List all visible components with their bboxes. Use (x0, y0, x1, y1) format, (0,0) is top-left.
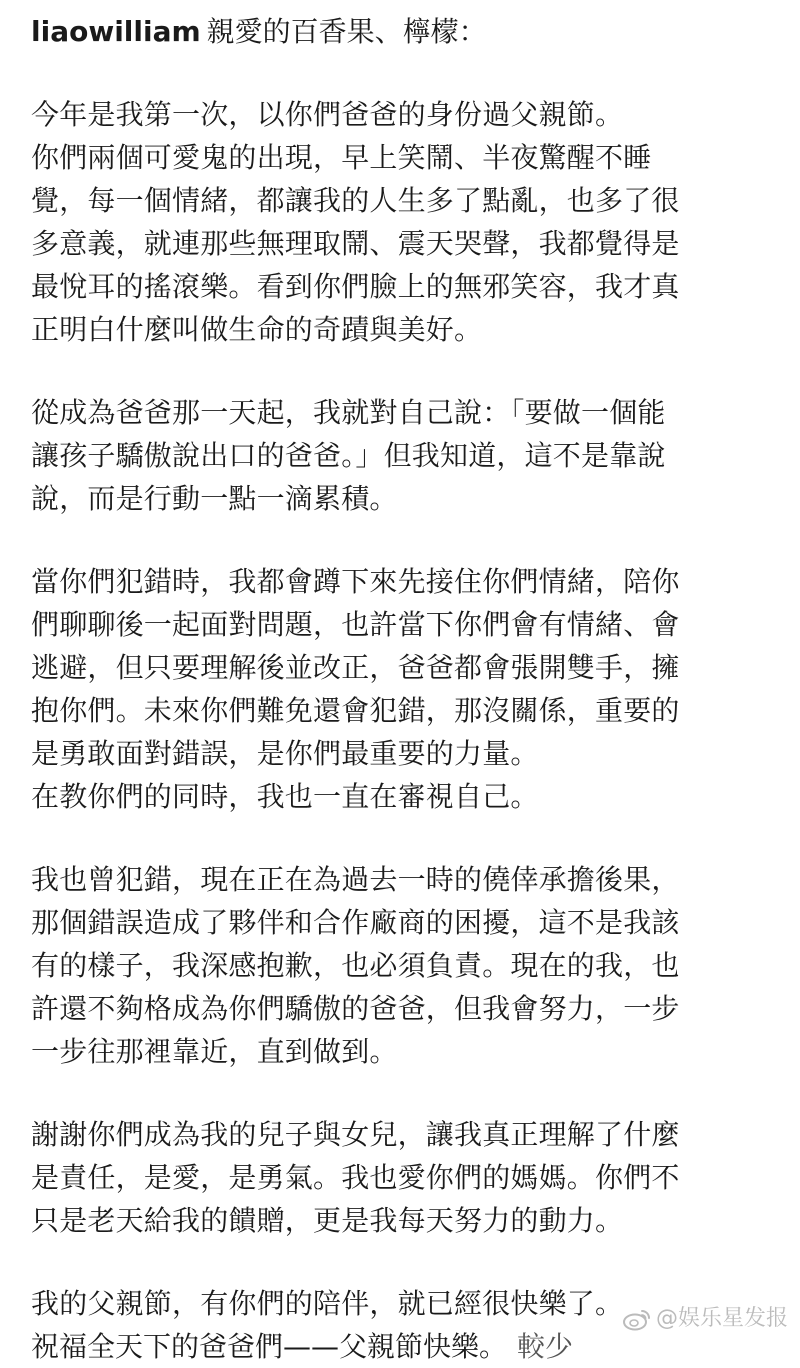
text-line: 們聊聊後一起面對問題，也許當下你們會有情緒、會 (31, 608, 680, 641)
text-line: 只是老天給我的饋贈，更是我每天努力的動力。 (31, 1204, 624, 1237)
weibo-logo-icon (622, 1307, 652, 1331)
paragraph-2 (31, 391, 772, 520)
text-line: 許還不夠格成為你們驕傲的爸爸，但我會努力，一步 (31, 992, 680, 1025)
text-line: 你們兩個可愛鬼的出現，早上笑鬧、半夜驚醒不睡 (31, 141, 652, 174)
watermark (622, 1304, 788, 1334)
paragraph-5 (31, 1113, 772, 1242)
text-line: 逃避，但只要理解後並改正，爸爸都會張開雙手，擁 (31, 651, 680, 684)
text-line: 我也曾犯錯，現在正在為過去一時的僥倖承擔後果， (31, 863, 680, 896)
text-line: 從成為爸爸那一天起，我就對自己說：「要做一個能 (31, 396, 666, 429)
text-line: 是勇敢面對錯誤，是你們最重要的力量。 (31, 737, 539, 770)
text-line: 讓孩子驕傲說出口的爸爸。」但我知道，這不是靠說 (31, 439, 666, 472)
text-line: 抱你們。未來你們難免還會犯錯，那沒關係，重要的 (31, 694, 680, 727)
post-header (31, 12, 772, 52)
paragraph-1 (31, 93, 772, 351)
text-line: 正明白什麼叫做生命的奇蹟與美好。 (31, 313, 483, 346)
text-line: 那個錯誤造成了夥伴和合作廠商的困擾，這不是我該 (31, 906, 680, 939)
text-line: 今年是我第一次，以你們爸爸的身份過父親節。 (31, 98, 624, 131)
text-line: 是責任，是愛，是勇氣。我也愛你們的媽媽。你們不 (31, 1161, 680, 1194)
watermark-text: @娱乐星发报 (655, 1306, 788, 1331)
closing-text: 祝福全天下的爸爸們——父親節快樂。 (31, 1330, 508, 1363)
text-line: 謝謝你們成為我的兒子與女兒，讓我真正理解了什麼 (31, 1118, 680, 1151)
text-line: 我的父親節，有你們的陪伴，就已經很快樂了。 (31, 1287, 624, 1320)
text-line: 一步往那裡靠近，直到做到。 (31, 1035, 398, 1068)
text-line: 多意義，就連那些無理取鬧、震天哭聲，我都覺得是 (31, 227, 680, 260)
text-line: 覺，每一個情緒，都讓我的人生多了點亂，也多了很 (31, 184, 680, 217)
text-line: 最悅耳的搖滾樂。看到你們臉上的無邪笑容，我才真 (31, 270, 680, 303)
paragraph-4 (31, 858, 772, 1073)
paragraph-3 (31, 560, 772, 818)
text-line: 在教你們的同時，我也一直在審視自己。 (31, 780, 539, 813)
text-line: 當你們犯錯時，我都會蹲下來先接住你們情緒，陪你 (31, 565, 680, 598)
text-line: 有的樣子，我深感抱歉，也必須負責。現在的我，也 (31, 949, 680, 982)
text-line: 說，而是行動一點一滴累積。 (31, 482, 398, 515)
username-link[interactable]: liaowilliam (31, 15, 201, 48)
greeting-text: 親愛的百香果、檸檬： (206, 15, 487, 48)
show-less-link[interactable]: 較少 (517, 1330, 574, 1363)
